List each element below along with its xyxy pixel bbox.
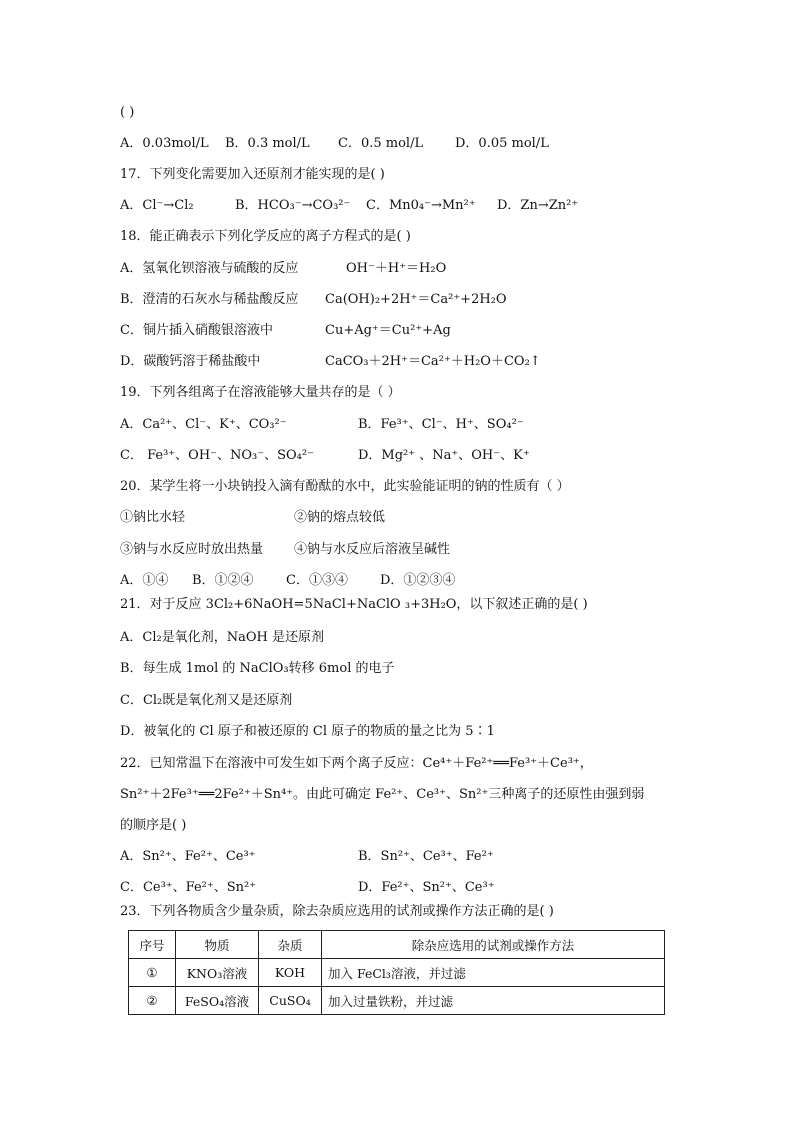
header-method: 除杂应选用的试剂或操作方法 — [322, 931, 665, 959]
cell-impurity: KOH — [259, 959, 322, 987]
cell-impurity: CuSO₄ — [259, 987, 322, 1015]
q19-option-b: B．Fe³⁺、Cl⁻、H⁺、SO₄²⁻ — [358, 417, 524, 432]
q18-option-d-label: D．碳酸钙溶于稀盐酸中 — [120, 354, 261, 369]
q18-option-a-eq: OH⁻＋H⁺＝H₂O — [346, 261, 447, 276]
q21-option-b: B．每生成 1mol 的 NaClO₃转移 6mol 的电子 — [120, 661, 395, 676]
q22-option-b: B．Sn²⁺、Ce³⁺、Fe²⁺ — [358, 849, 494, 864]
q19-option-c: C． Fe³⁺、OH⁻、NO₃⁻、SO₄²⁻ — [120, 448, 314, 463]
q17-option-a: A．Cl⁻→Cl₂ — [120, 198, 194, 213]
q22-line-1: 22．已知常温下在溶液中可发生如下两个离子反应：Ce⁴⁺＋Fe²⁺══Fe³⁺＋Ce³⁺， — [120, 756, 593, 771]
q16-option-c: C．0.5 mol/L — [338, 136, 424, 151]
q20-fact-1: ①钠比水轻 — [120, 510, 186, 525]
q18-option-c-label: C．铜片插入硝酸银溶液中 — [120, 323, 273, 338]
header-index: 序号 — [129, 931, 176, 959]
q18-option-b-label: B．澄清的石灰水与稀盐酸反应 — [120, 292, 299, 307]
q22-option-d: D．Fe²⁺、Sn²⁺、Ce³⁺ — [358, 880, 495, 895]
q21-option-a: A．Cl₂是氧化剂，NaOH 是还原剂 — [120, 630, 324, 645]
cell-method: 加入过量铁粉，并过滤 — [322, 987, 665, 1015]
table-row — [129, 959, 665, 987]
cell-index: ② — [129, 987, 176, 1015]
q20-option-c: C．①③④ — [286, 573, 348, 588]
q20-option-b: B．①②④ — [192, 573, 254, 588]
q16-option-b: B．0.3 mol/L — [225, 136, 310, 151]
table-row — [129, 987, 665, 1015]
q16-paren: ( ) — [120, 105, 135, 120]
q17-option-d: D．Zn→Zn²⁺ — [497, 198, 579, 213]
q21-option-d: D．被氧化的 Cl 原子和被还原的 Cl 原子的物质的量之比为 5∶1 — [120, 724, 495, 739]
q16-option-a: A．0.03mol/L — [120, 136, 209, 151]
cell-substance: KNO₃溶液 — [176, 959, 259, 987]
header-substance: 物质 — [176, 931, 259, 959]
q22-line-3: 的顺序是( ) — [120, 818, 187, 833]
q20-stem: 20．某学生将一小块钠投入滴有酚酞的水中，此实验能证明的钠的性质有（ ） — [120, 479, 570, 494]
q16-option-d: D．0.05 mol/L — [455, 136, 549, 151]
q23-stem: 23．下列各物质含少量杂质，除去杂质应选用的试剂或操作方法正确的是( ) — [120, 904, 554, 919]
q22-option-a: A．Sn²⁺、Fe²⁺、Ce³⁺ — [120, 849, 256, 864]
q18-stem: 18．能正确表示下列化学反应的离子方程式的是( ) — [120, 229, 411, 244]
q19-stem: 19．下列各组离子在溶液能够大量共存的是（ ） — [120, 385, 401, 400]
q19-option-a: A．Ca²⁺、Cl⁻、K⁺、CO₃²⁻ — [120, 417, 287, 432]
q20-option-d: D．①②③④ — [380, 573, 456, 588]
table-header-row — [129, 931, 665, 959]
cell-index: ① — [129, 959, 176, 987]
q20-option-a: A．①④ — [120, 573, 169, 588]
q17-stem: 17．下列变化需要加入还原剂才能实现的是( ) — [120, 167, 385, 182]
impurity-table — [128, 930, 665, 1015]
q20-fact-4: ④钠与水反应后溶液呈碱性 — [294, 542, 451, 557]
q19-option-d: D．Mg²⁺ 、Na⁺、OH⁻、K⁺ — [358, 448, 530, 463]
q18-option-d-eq: CaCO₃＋2H⁺＝Ca²⁺＋H₂O＋CO₂↑ — [325, 354, 541, 369]
header-impurity: 杂质 — [259, 931, 322, 959]
q20-fact-2: ②钠的熔点较低 — [294, 510, 386, 525]
q17-option-c: C．Mn0₄⁻→Mn²⁺ — [366, 198, 476, 213]
q20-fact-3: ③钠与水反应时放出热量 — [120, 542, 264, 557]
q22-line-2: Sn²⁺＋2Fe³⁺══2Fe²⁺＋Sn⁴⁺。由此可确定 Fe²⁺、Ce³⁺、Sn²⁺三种离子的还原性由强到弱 — [120, 787, 645, 802]
q21-stem: 21．对于反应 3Cl₂+6NaOH=5NaCl+NaClO ₃+3H₂O，以下叙述正确的是( ) — [120, 597, 588, 612]
q17-option-b: B．HCO₃⁻→CO₃²⁻ — [235, 198, 351, 213]
q21-option-c: C．Cl₂既是氧化剂又是还原剂 — [120, 693, 293, 708]
cell-method: 加入 FeCl₃溶液，并过滤 — [322, 959, 665, 987]
q18-option-a-label: A．氢氧化钡溶液与硫酸的反应 — [120, 261, 299, 276]
q18-option-c-eq: Cu+Ag⁺＝Cu²⁺+Ag — [325, 323, 451, 338]
q18-option-b-eq: Ca(OH)₂+2H⁺＝Ca²⁺+2H₂O — [325, 292, 507, 307]
q22-option-c: C．Ce³⁺、Fe²⁺、Sn²⁺ — [120, 880, 257, 895]
cell-substance: FeSO₄溶液 — [176, 987, 259, 1015]
